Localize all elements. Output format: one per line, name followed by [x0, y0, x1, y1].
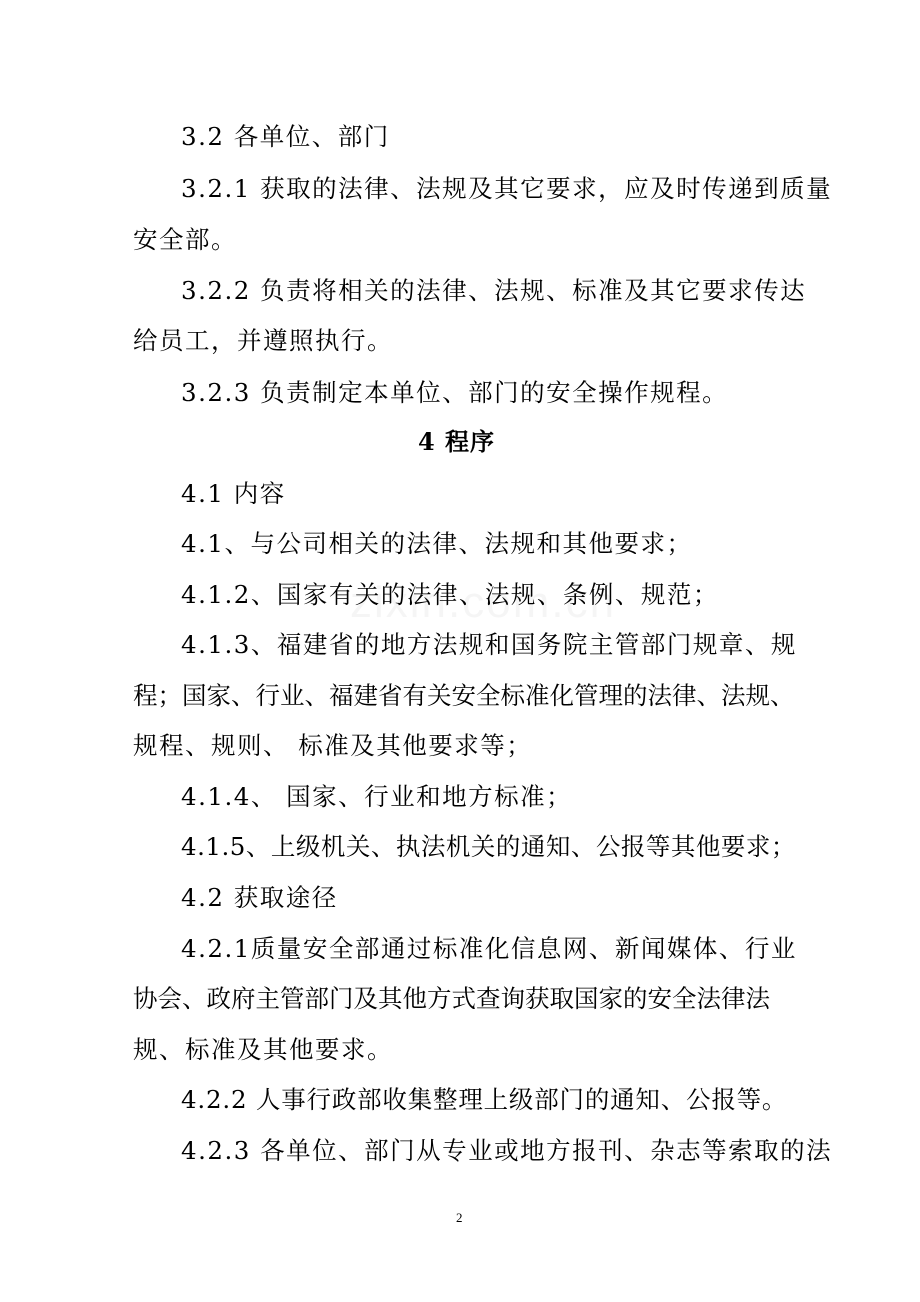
page-number: 2 — [456, 1210, 463, 1225]
paragraph-3-2-1-line-1: 3.2.1 获取的法律、法规及其它要求，应及时传递到质量 — [181, 174, 833, 203]
paragraph-4-2-2: 4.2.2 人事行政部收集整理上级部门的通知、公报等。 — [181, 1085, 788, 1114]
chapter-heading-4: 4 程序 — [418, 427, 496, 456]
item-4-1-5: 4.1.5、上级机关、执法机关的通知、公报等其他要求； — [181, 832, 796, 861]
item-4-1-3-line-3: 规程、规则、 标准及其他要求等； — [133, 731, 533, 760]
paragraph-3-2-1-line-2: 安全部。 — [133, 225, 237, 254]
paragraph-3-2-3: 3.2.3 负责制定本单位、部门的安全操作规程。 — [181, 378, 729, 407]
item-4-1-2: 4.1.2、国家有关的法律、法规、条例、规范； — [181, 580, 719, 609]
item-4-1: 4.1、与公司相关的法律、法规和其他要求； — [181, 529, 693, 558]
section-heading-3-2: 3.2 各单位、部门 — [181, 122, 390, 151]
item-4-1-3-line-2: 程；国家、行业、福建省有关安全标准化管理的法律、法规、 — [133, 681, 795, 710]
paragraph-3-2-2-line-2: 给员工，并遵照执行。 — [133, 326, 393, 355]
paragraph-3-2-2-line-1: 3.2.2 负责将相关的法律、法规、标准及其它要求传达 — [181, 276, 807, 305]
paragraph-4-2-1-line-2: 协会、政府主管部门及其他方式查询获取国家的安全法律法 — [133, 984, 770, 1013]
item-4-1-3-line-1: 4.1.3、福建省的地方法规和国务院主管部门规章、规 — [181, 630, 797, 659]
item-4-1-4: 4.1.4、 国家、行业和地方标准； — [181, 782, 573, 811]
section-heading-4-1: 4.1 内容 — [181, 479, 286, 508]
paragraph-4-2-1-line-3: 规、标准及其他要求。 — [133, 1035, 393, 1064]
paragraph-4-2-1-line-1: 4.2.1质量安全部通过标准化信息网、新闻媒体、行业 — [181, 934, 797, 963]
section-heading-4-2: 4.2 获取途径 — [181, 883, 338, 912]
paragraph-4-2-3-line-1: 4.2.3 各单位、部门从专业或地方报刊、杂志等索取的法 — [181, 1136, 833, 1165]
